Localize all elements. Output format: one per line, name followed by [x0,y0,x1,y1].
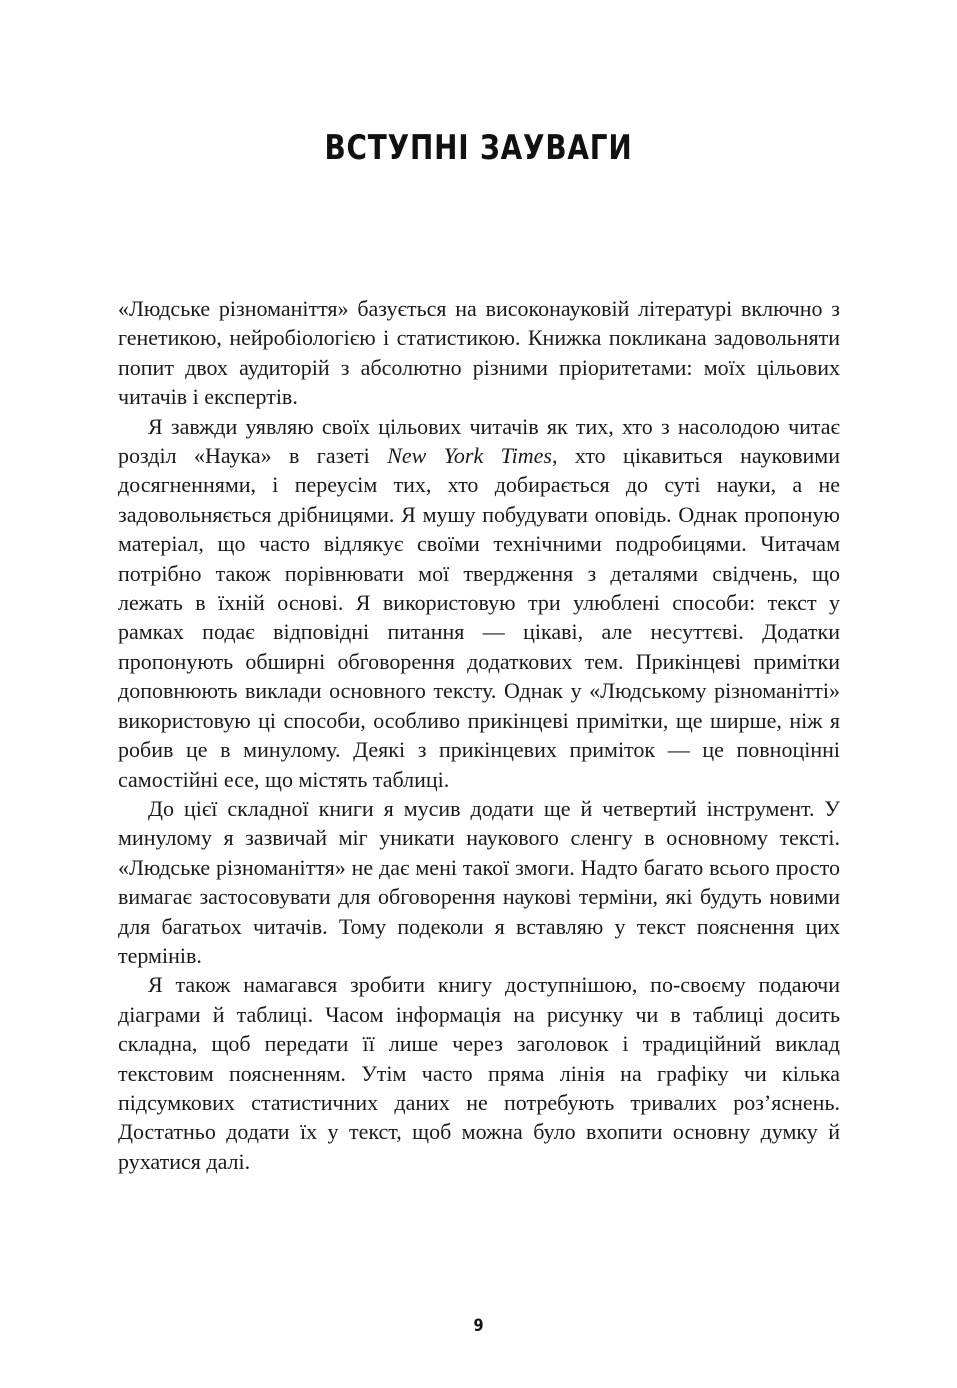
paragraph-2-text-end: , хто цікавиться науковими досягненнями, і переусім тих, хто добирається до суті науки, а не задовольняється дрібницями. Я мушу побудувати оповідь. Однак пропоную матеріал, що часто відлякує своїми технічними подробицями. Читачам потрібно також порівнювати мої твердження з деталями свідчень, що лежать в їхній основі. Я використовую три улюблені способи: текст у рамках подає відповідні питання — цікаві, але несуттєві. Додатки пропонують обширні обговорення додаткових тем. Прикінцеві примітки доповнюють виклади основного тексту. Однак у «Людському різноманітті» використовую ці способи, особливо прикінцеві примітки, ще ширше, ніж я робив це в минулому. Деякі з прикінцевих приміток — це повноцінні самостійні есе, що містять таблиці. [118,443,840,792]
paragraph-2 [118,412,840,794]
body-text [118,294,840,1176]
paragraph-3: До цієї складної книги я мусив додати ще й четвертий інструмент. У минулому я зазвичай міг уникати наукового сленгу в основному тексті. «Людське різноманіття» не дає мені такої змоги. Надто багато всього просто вимагає застосовувати для обговорення наукові терміни, які будуть новими для багатьох читачів. Тому подеколи я вставляю у текст пояснення цих термінів. [118,795,840,968]
paragraph-1: «Людське різноманіття» базується на високонауковій літературі включно з генетикою, нейробіологією і статистикою. Книжка покликана задовольняти попит двох аудиторій з абсолютно різними пріоритетами: моїх цільових читачів і експертів. [118,296,840,410]
paragraph-4: Я також намагався зробити книгу доступнішою, по-своєму подаючи діаграми й таблиці. Часом інформація на рисунку чи в таблиці досить складна, щоб передати її лише через заголовок і традиційний виклад текстовим поясненням. Утім часто пряма лінія на графіку чи кілька підсумкових статистичних даних не потребують тривалих роз’яснень. Достатньо додати їх у текст, щоб можна було вхопити основну думку й рухатися далі. [118,972,840,1174]
paragraph-2-text-start: Я завжди уявляю своїх цільових читачів як тих, хто з насолодою читає розділ «Наука» в газеті [118,413,840,469]
newspaper-title: New York Times [387,443,552,469]
page-number: 9 [473,1316,484,1336]
chapter-title: ВСТУПНІ ЗАУВАГИ [324,128,633,168]
